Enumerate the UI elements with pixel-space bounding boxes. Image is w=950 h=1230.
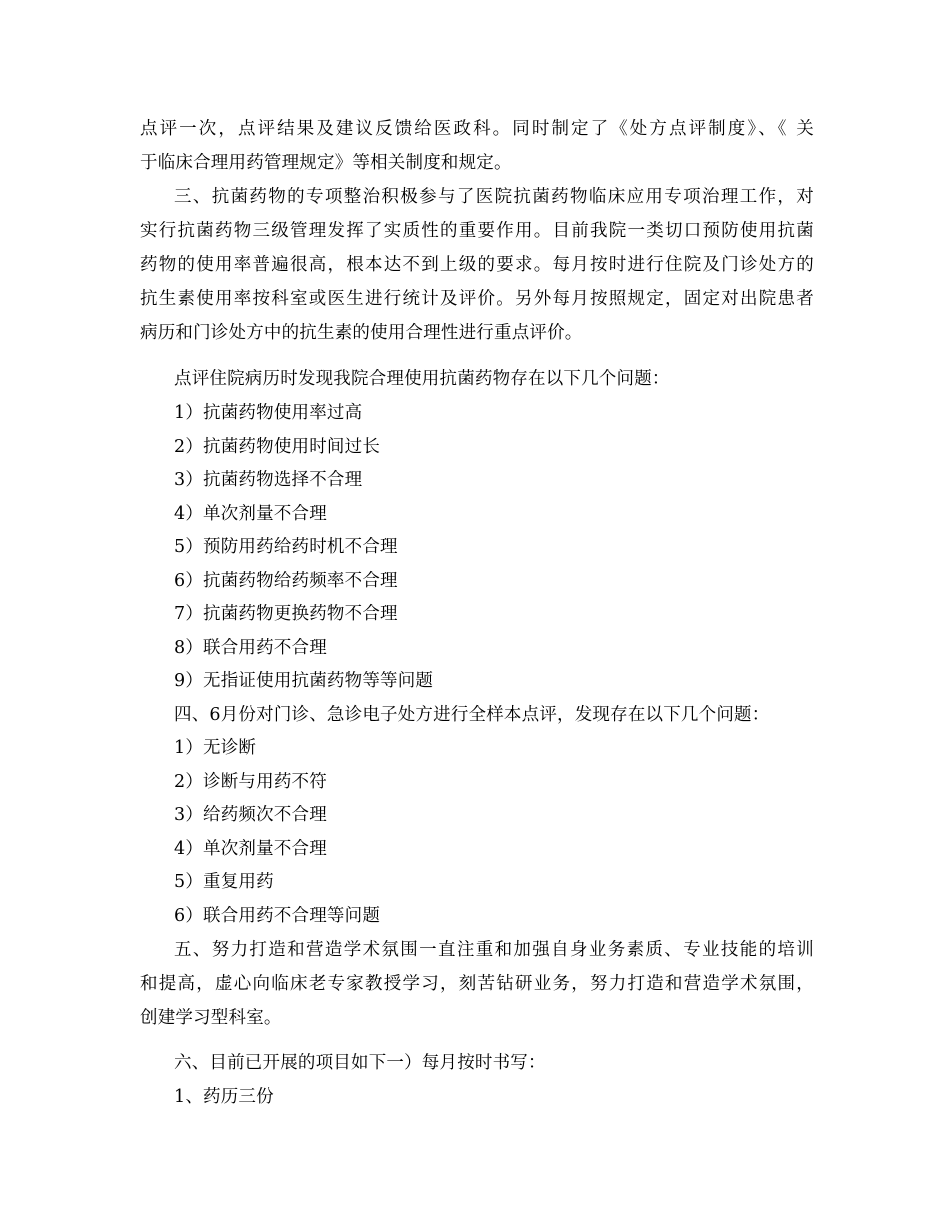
list-item: 7）抗菌药物更换药物不合理 bbox=[174, 604, 398, 624]
list-item: 2）诊断与用药不符 bbox=[174, 772, 327, 792]
list-item: 3）给药频次不合理 bbox=[174, 805, 327, 825]
paragraph-line: 药物的使用率普遍很高，根本达不到上级的要求。每月按时进行住院及门诊处方的 bbox=[140, 255, 814, 275]
list-item: 4）单次剂量不合理 bbox=[174, 839, 327, 859]
list-item: 1、药历三份 bbox=[174, 1087, 274, 1107]
list-item: 3）抗菌药物选择不合理 bbox=[174, 470, 363, 490]
list-intro: 点评住院病历时发现我院合理使用抗菌药物存在以下几个问题： bbox=[174, 369, 670, 389]
section-heading-5: 五、努力打造和营造学术氛围一直注重和加强自身业务素质、专业技能的培训 bbox=[174, 940, 814, 960]
list-item: 1）无诊断 bbox=[174, 738, 257, 758]
list-item: 2）抗菌药物使用时间过长 bbox=[174, 437, 381, 457]
list-item: 5）重复用药 bbox=[174, 872, 274, 892]
list-item: 6）联合用药不合理等问题 bbox=[174, 906, 381, 926]
section-heading-3: 三、抗菌药物的专项整治积极参与了医院抗菌药物临床应用专项治理工作，对 bbox=[174, 187, 814, 207]
paragraph-line: 和提高，虚心向临床老专家教授学习，刻苦钻研业务，努力打造和营造学术氛围， bbox=[140, 974, 814, 994]
list-item: 1）抗菌药物使用率过高 bbox=[174, 403, 363, 423]
paragraph-line: 抗生素使用率按科室或医生进行统计及评价。另外每月按照规定，固定对出院患者 bbox=[140, 289, 814, 309]
list-item: 8）联合用药不合理 bbox=[174, 638, 327, 658]
list-item: 5）预防用药给药时机不合理 bbox=[174, 537, 398, 557]
paragraph-line: 创建学习型科室。 bbox=[140, 1008, 282, 1028]
list-item: 6）抗菌药物给药频率不合理 bbox=[174, 571, 398, 591]
section-heading-6: 六、目前已开展的项目如下一）每月按时书写： bbox=[174, 1053, 546, 1073]
paragraph-line: 于临床合理用药管理规定》等相关制度和规定。 bbox=[140, 153, 512, 173]
paragraph-line: 点评一次，点评结果及建议反馈给医政科。同时制定了《处方点评制度》、《 关 bbox=[140, 119, 814, 139]
paragraph-line: 实行抗菌药物三级管理发挥了实质性的重要作用。目前我院一类切口预防使用抗菌 bbox=[140, 221, 814, 241]
list-item: 9）无指证使用抗菌药物等等问题 bbox=[174, 671, 434, 691]
list-item: 4）单次剂量不合理 bbox=[174, 504, 327, 524]
section-heading-4: 四、6月份对门诊、急诊电子处方进行全样本点评，发现存在以下几个问题： bbox=[174, 705, 770, 725]
paragraph-line: 病历和门诊处方中的抗生素的使用合理性进行重点评价。 bbox=[140, 323, 583, 343]
